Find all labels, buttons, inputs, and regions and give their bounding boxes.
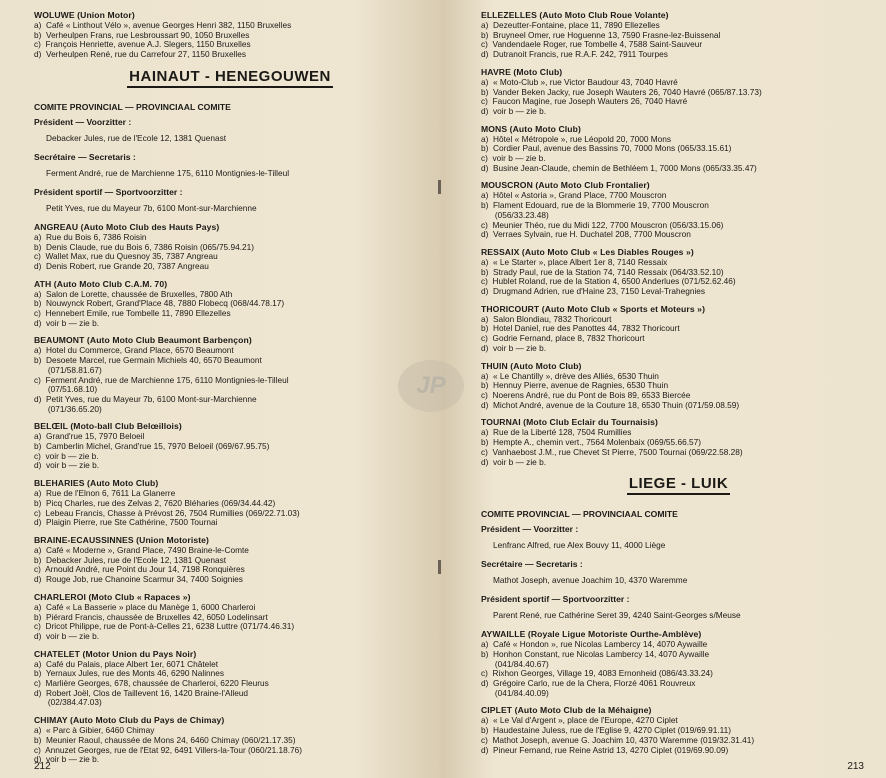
club-entry-line: d) Denis Robert, rue Grande 20, 7387 Angreau	[34, 260, 209, 271]
right-page	[441, 0, 886, 778]
club-heading: RESSAIX (Auto Moto Club « Les Diables Rouges »)	[481, 246, 694, 257]
right-column	[481, 10, 876, 762]
club-entry-line: b) Desoete Marcel, rue Germain Michiels 40, 6570 Beaumont	[34, 355, 262, 366]
club-entry-line: d) Busine Jean-Claude, chemin de Bethléem 1, 7000 Mons (065/33.35.47)	[481, 162, 757, 173]
club-entry-line: a) Salon de Lorette, chaussée de Bruxelles, 7800 Ath	[34, 288, 233, 299]
club-heading: CHARLEROI (Moto Club « Rapaces »)	[34, 591, 191, 602]
region-title: HAINAUT - HENEGOUWEN	[127, 68, 333, 88]
club-section	[34, 335, 426, 414]
club-entry-line: a) « Parc à Gibier, 6460 Chimay	[34, 725, 155, 736]
region-title: LIEGE - LUIK	[627, 475, 730, 495]
role-value: Mathot Joseph, avenue Joachim 10, 4370 Waremme	[493, 575, 688, 586]
club-entry-line: d) Michot André, avenue de la Couture 18, 6530 Thuin (071/59.08.59)	[481, 399, 740, 410]
club-section	[481, 304, 876, 354]
page-number: 213	[847, 761, 864, 772]
right-bottom-sections	[481, 629, 876, 755]
club-heading: BEAUMONT (Auto Moto Club Beaumont Barbençon)	[34, 335, 252, 346]
club-section	[481, 67, 876, 117]
club-entry-line: b) Hotel Daniel, rue des Panottes 44, 7832 Thoricourt	[481, 323, 680, 334]
club-entry-line: c) Annuzet Georges, rue de l'Etat 92, 6491 Villers-la-Tour (060/21.18.76)	[34, 744, 303, 755]
club-section	[481, 124, 876, 174]
club-entry-line: d) Verheulpen René, rue du Carrefour 27, 1150 Bruxelles	[34, 49, 247, 60]
club-entry-line: (056/33.23.48)	[481, 209, 549, 220]
club-heading: HAVRE (Moto Club)	[481, 66, 563, 77]
club-entry-line: c) Mathot Joseph, avenue G. Joachim 10, 4370 Waremme (019/32.31.41)	[481, 734, 755, 745]
club-entry-line: a) Café « La Basserie » place du Manège 1, 6000 Charleroi	[34, 601, 256, 612]
club-section	[34, 279, 426, 329]
club-entry-line: d) Verraes Sylvain, rue H. Duchatel 208, 7700 Mouscron	[481, 229, 691, 240]
club-section	[481, 10, 876, 60]
club-entry-line: c) Vanhaebost J.M., rue Chevet St Pierre, 7500 Tournai (069/22.58.28)	[481, 446, 743, 457]
left-column	[34, 10, 426, 772]
club-entry-line: b) Vander Beken Jacky, rue Joseph Wauters 26, 7040 Havré (065/87.13.73)	[481, 86, 762, 97]
club-entry-line: a) Hotel du Commerce, Grand Place, 6570 Beaumont	[34, 345, 234, 356]
club-entry-line: c) Noerens André, rue du Pont de Bois 89, 6533 Biercée	[481, 389, 691, 400]
club-entry-line: a) Grand'rue 15, 7970 Beloeil	[34, 431, 145, 442]
club-entry-line: d) voir b — zie b.	[34, 317, 100, 328]
club-entry-line: c) Ferment André, rue de Marchienne 175, 6110 Montignies-le-Tilleul	[34, 374, 289, 385]
left-page	[0, 0, 441, 778]
club-entry-line: d) Pineur Fernand, rue Reine Astrid 13, 4270 Ciplet (019/69.90.09)	[481, 744, 729, 755]
club-section	[481, 417, 876, 467]
club-entry-line: a) Café « Moderne », Grand Place, 7490 Braine-le-Comte	[34, 544, 249, 555]
club-heading: CHATELET (Motor Union du Pays Noir)	[34, 648, 197, 659]
club-entry-line: d) Robert Joël, Clos de Taillevent 16, 1420 Braine-l'Alleud	[34, 687, 249, 698]
club-entry-line: b) Denis Claude, rue du Bois 6, 7386 Roisin (065/75.94.21)	[34, 241, 255, 252]
club-entry-line: a) Rue de la Liberté 128, 7504 Rumillies	[481, 427, 632, 438]
left-club-sections	[34, 222, 426, 765]
role-label: Président sportif — Sportvoorzitter :	[34, 186, 183, 197]
watermark-stamp: JP	[398, 360, 464, 412]
club-section	[34, 421, 426, 471]
club-entry-line: b) Honhon Constant, rue Nicolas Lambercy 14, 4070 Aywaille	[481, 648, 710, 659]
region-heading-liege	[481, 475, 876, 495]
club-heading: BLEHARIES (Auto Moto Club)	[34, 478, 159, 489]
club-section	[481, 705, 876, 755]
left-top-sections	[34, 10, 426, 60]
club-entry-line: (02/384.47.03)	[34, 697, 102, 708]
club-section	[34, 535, 426, 585]
club-section	[481, 361, 876, 411]
club-entry-line: c) voir b — zie b.	[481, 153, 546, 164]
club-entry-line: d) voir b — zie b.	[481, 456, 547, 467]
club-entry-line: b) Nouwynck Robert, Grand'Place 48, 7880 Flobecq (068/44.78.17)	[34, 298, 285, 309]
club-entry-line: c) Lebeau Francis, Chasse à Prévost 26, 7504 Rumillies (069/22.71.03)	[34, 507, 300, 518]
club-entry-line: c) voir b — zie b.	[34, 450, 99, 461]
role-label: Secrétaire — Secretaris :	[34, 151, 136, 162]
club-section	[34, 222, 426, 272]
page-number: 212	[34, 761, 51, 772]
club-heading: BRAINE-ECAUSSINNES (Union Motoriste)	[34, 534, 209, 545]
club-heading: WOLUWE (Union Motor)	[34, 10, 135, 20]
role-label: Président — Voorzitter :	[481, 524, 579, 535]
club-entry-line: d) voir b — zie b.	[34, 630, 100, 641]
club-entry-line: c) Hublet Roland, rue de la Station 4, 6500 Anderlues (071/52.62.46)	[481, 276, 736, 287]
club-entry-line: a) « Moto-Club », rue Victor Baudour 43, 7040 Havré	[481, 76, 678, 87]
club-entry-line: a) Café « Linthout Vélo », avenue Georges Henri 382, 1150 Bruxelles	[34, 20, 292, 30]
club-heading: ANGREAU (Auto Moto Club des Hauts Pays)	[34, 221, 220, 232]
club-entry-line: a) Rue du Bois 6, 7386 Roisin	[34, 231, 147, 242]
club-entry-line: c) Rixhon Georges, Village 19, 4083 Ernonheid (086/43.33.24)	[481, 668, 713, 679]
club-entry-line: a) Hôtel « Astoria », Grand Place, 7700 Mouscron	[481, 190, 667, 201]
club-entry-line: b) Bruyneel Omer, rue Hoguenne 13, 7590 Frasne-lez-Buissenal	[481, 29, 721, 40]
club-entry-line: c) François Henriette, avenue A.J. Slegers, 1150 Bruxelles	[34, 39, 251, 50]
role-value: Ferment André, rue de Marchienne 175, 6110 Montignies-le-Tilleul	[46, 167, 290, 178]
club-heading: CIPLET (Auto Moto Club de la Méhaigne)	[481, 705, 652, 716]
club-entry-line: a) Café du Palais, place Albert 1er, 6071 Châtelet	[34, 658, 219, 669]
club-entry-line: b) Flament Edouard, rue de la Blommerie 19, 7700 Mouscron	[481, 200, 709, 211]
club-entry-line: d) voir b — zie b.	[481, 105, 547, 116]
club-entry-line: (071/58.81.67)	[34, 364, 102, 375]
role-value: Parent René, rue Cathérine Seret 39, 4240 Saint-Georges s/Meuse	[493, 610, 741, 621]
binding-stitch	[438, 180, 441, 194]
club-entry-line: a) « Le Val d'Argent », place de l'Europe, 4270 Ciplet	[481, 715, 678, 726]
role-label: Président sportif — Sportvoorzitter :	[481, 594, 630, 605]
club-heading: AYWAILLE (Royale Ligue Motoriste Ourthe-Amblève)	[481, 629, 702, 640]
club-heading: ELLEZELLES (Auto Moto Club Roue Volante)	[481, 10, 669, 20]
club-entry-line: d) Drugmand Adrien, rue d'Haine 23, 7150 Leval-Trahegnies	[481, 286, 706, 297]
club-entry-line: (071/36.65.20)	[34, 403, 102, 414]
role-label: Président — Voorzitter :	[34, 116, 132, 127]
club-entry-line: a) Hôtel « Métropole », rue Léopold 20, 7000 Mons	[481, 133, 672, 144]
club-section	[481, 247, 876, 297]
club-heading: TOURNAI (Moto Club Eclair du Tournaisis)	[481, 417, 658, 428]
club-entry-line: b) Meunier Raoul, chaussée de Mons 24, 6460 Chimay (060/21.17.35)	[34, 734, 296, 745]
club-entry-line: c) Hennebert Emile, rue Tombelle 11, 7890 Ellezelles	[34, 308, 231, 319]
club-entry-line: d) voir b — zie b.	[481, 342, 547, 353]
club-entry-line: b) Picq Charles, rue des Zelvas 2, 7620 Bléharies (069/34.44.42)	[34, 497, 276, 508]
club-entry-line: b) Hennuy Pierre, avenue de Ragnies, 6530 Thuin	[481, 380, 669, 391]
club-section	[34, 478, 426, 528]
club-entry-line: b) Piérard Francis, chaussée de Bruxelles 42, 6050 Lodelinsart	[34, 611, 268, 622]
club-entry-line: (07/51.68.10)	[34, 384, 98, 395]
club-entry-line: c) Vandendaele Roger, rue Tombelle 4, 7588 Saint-Sauveur	[481, 39, 703, 50]
club-section	[34, 649, 426, 709]
club-entry-line: c) Faucon Magine, rue Joseph Wauters 26, 7040 Havré	[481, 96, 688, 107]
club-section	[34, 715, 426, 765]
club-section	[481, 180, 876, 240]
club-entry-line: a) « Le Chantilly », drève des Alliés, 6530 Thuin	[481, 370, 659, 381]
club-entry-line: (041/84.40.09)	[481, 687, 549, 698]
club-heading: BELŒIL (Moto-ball Club Belœillois)	[34, 421, 182, 432]
club-heading: CHIMAY (Auto Moto Club du Pays de Chimay)	[34, 715, 225, 726]
club-entry-line: b) Debacker Jules, rue de l'Ecole 12, 1381 Quenast	[34, 554, 227, 565]
club-entry-line: b) Camberlin Michel, Grand'rue 15, 7970 Beloeil (069/67.95.75)	[34, 441, 270, 452]
role-value: Debacker Jules, rue de l'Ecole 12, 1381 Quenast	[46, 132, 227, 143]
club-entry-line: c) Godrie Fernand, place 8, 7832 Thoricourt	[481, 333, 645, 344]
club-heading: THORICOURT (Auto Moto Club « Sports et Moteurs »)	[481, 303, 706, 314]
club-section	[34, 592, 426, 642]
club-entry-line: d) Plaigin Pierre, rue Ste Cathérine, 7500 Tournai	[34, 517, 218, 528]
club-section	[34, 10, 426, 60]
club-entry-line: a) « Le Starter », place Albert 1er 8, 7140 Ressaix	[481, 256, 668, 267]
club-entry-line: d) Petit Yves, rue du Mayeur 7b, 6100 Mont-sur-Marchienne	[34, 393, 257, 404]
binding-stitch	[438, 560, 441, 574]
club-entry-line: b) Haudestaine Juless, rue de l'Eglise 9, 4270 Ciplet (019/69.91.11)	[481, 725, 732, 736]
club-entry-line: b) Verheulpen Frans, rue Lesbroussart 90, 1050 Bruxelles	[34, 29, 250, 40]
club-entry-line: b) Strady Paul, rue de la Station 74, 7140 Ressaix (064/33.52.10)	[481, 266, 724, 277]
club-heading: MONS (Auto Moto Club)	[481, 123, 581, 134]
club-entry-line: a) Rue de l'Elnon 6, 7611 La Glanerre	[34, 488, 176, 499]
committee-heading: COMITE PROVINCIAL — PROVINCIAAL COMITE	[34, 101, 231, 112]
club-entry-line: a) Café « Hondon », rue Nicolas Lambercy 14, 4070 Aywaille	[481, 639, 708, 650]
club-heading: ATH (Auto Moto Club C.A.M. 70)	[34, 278, 168, 289]
club-entry-line: a) Salon Blondiau, 7832 Thoricourt	[481, 313, 612, 324]
committee-heading: COMITE PROVINCIAL — PROVINCIAAL COMITE	[481, 509, 678, 520]
club-entry-line: b) Yernaux Jules, rue des Monts 46, 6290 Nalinnes	[34, 668, 225, 679]
role-value: Petit Yves, rue du Mayeur 7b, 6100 Mont-sur-Marchienne	[46, 202, 257, 213]
region-heading-hainaut	[34, 68, 426, 88]
club-heading: MOUSCRON (Auto Moto Club Frontalier)	[481, 180, 650, 191]
club-entry-line: c) Dricot Philippe, rue de Pont-à-Celles 21, 6238 Luttre (071/74.46.31)	[34, 621, 295, 632]
club-entry-line: d) voir b — zie b.	[34, 460, 100, 471]
club-entry-line: d) Dutranoit Francis, rue R.A.F. 242, 7911 Tourpes	[481, 49, 668, 60]
club-entry-line: b) Hempte A., chemin vert., 7564 Molenbaix (069/55.66.57)	[481, 437, 701, 448]
club-section	[481, 629, 876, 698]
role-value: Lenfranc Alfred, rue Alex Bouvy 11, 4000 Liège	[493, 540, 666, 551]
club-heading: THUIN (Auto Moto Club)	[481, 360, 582, 371]
club-entry-line: d) Grégoire Carlo, rue de la Chera, Florzé 4061 Rouvreux	[481, 678, 696, 689]
club-entry-line: c) Arnould André, rue Point du Jour 14, 7198 Ronquières	[34, 564, 245, 575]
club-entry-line: d) Rouge Job, rue Chanoine Scarmur 34, 7400 Soignies	[34, 574, 243, 585]
right-top-sections	[481, 10, 876, 467]
club-entry-line: (041/84.40.67)	[481, 658, 549, 669]
club-entry-line: b) Cordier Paul, avenue des Bassins 70, 7000 Mons (065/33.15.61)	[481, 143, 732, 154]
club-entry-line: c) Wallet Max, rue du Quesnoy 35, 7387 Angreau	[34, 251, 218, 262]
committee-block	[481, 509, 876, 620]
club-entry-line: c) Meunier Théo, rue du Midi 122, 7700 Mouscron (056/33.15.06)	[481, 219, 724, 230]
club-entry-line: c) Marlière Georges, 678, chaussée de Charleroi, 6220 Fleurus	[34, 678, 269, 689]
role-label: Secrétaire — Secretaris :	[481, 559, 583, 570]
committee-block	[34, 102, 426, 213]
club-entry-line: a) Dezeutter-Fontaine, place 11, 7890 Ellezelles	[481, 20, 660, 30]
club-entry-line: d) voir b — zie b.	[34, 754, 100, 765]
